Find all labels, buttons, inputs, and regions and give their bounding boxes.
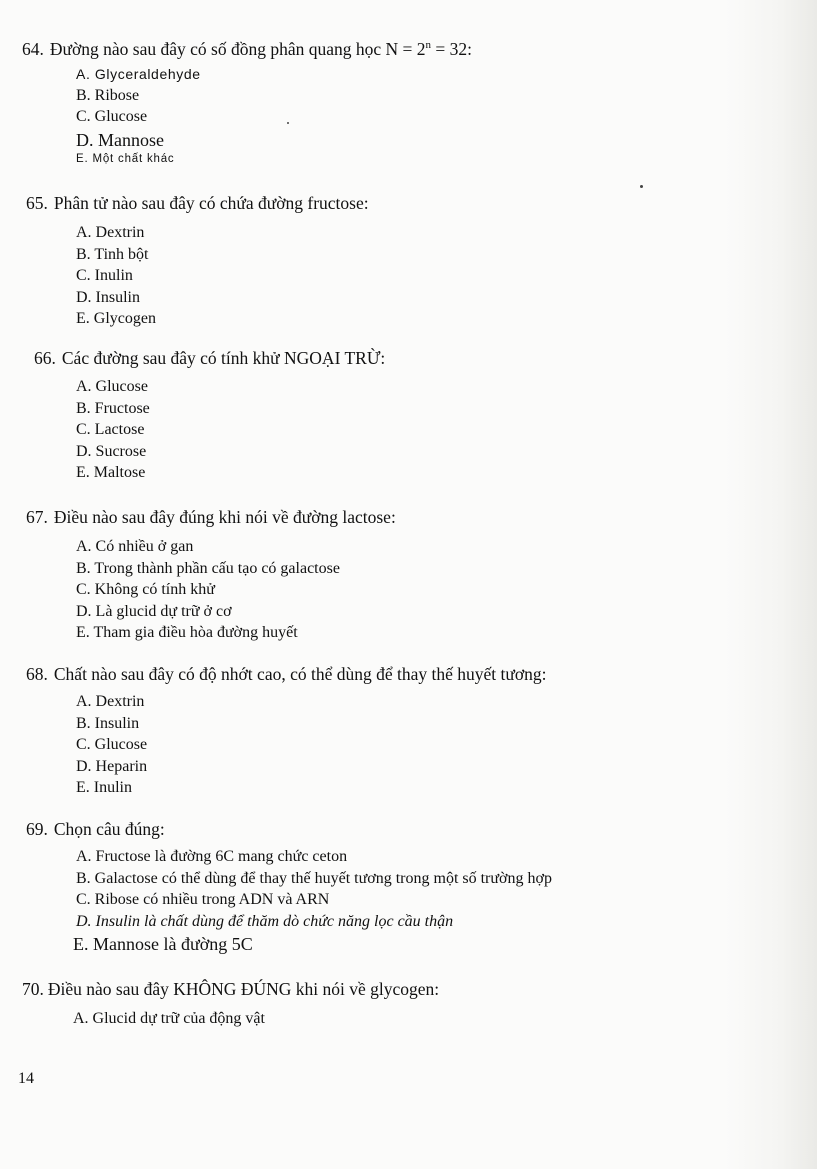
question-65 bbox=[26, 192, 369, 330]
option-c: C. Glucose bbox=[76, 736, 148, 753]
question-67-options bbox=[76, 536, 396, 644]
question-68-title bbox=[26, 663, 546, 685]
option-c: C. Lactose bbox=[76, 421, 145, 438]
question-number: 64. bbox=[22, 38, 44, 59]
option-e: E. Glycogen bbox=[76, 310, 156, 327]
question-67-title bbox=[26, 506, 396, 528]
question-number: 69. bbox=[26, 819, 48, 839]
option-a: A. Fructose là đường 6C mang chức ceton bbox=[76, 848, 348, 865]
scan-speck bbox=[287, 122, 289, 124]
question-67 bbox=[26, 506, 396, 644]
question-64-title bbox=[22, 34, 472, 60]
question-69-options bbox=[73, 846, 552, 956]
option-c: C. Glucose bbox=[76, 108, 148, 126]
option-c: C. Inulin bbox=[76, 267, 133, 284]
option-e: E. Một chất khác bbox=[76, 152, 175, 165]
question-text: Điều nào sau đây KHÔNG ĐÚNG khi nói về glycogen: bbox=[47, 979, 440, 999]
question-69 bbox=[26, 818, 552, 956]
option-a: A. Dextrin bbox=[76, 224, 145, 241]
option-b: B. Tinh bột bbox=[76, 245, 149, 263]
option-e: E. Inulin bbox=[76, 779, 132, 796]
option-b: B. Insulin bbox=[76, 714, 140, 732]
question-64 bbox=[22, 34, 472, 167]
option-a: A. Glucose bbox=[76, 378, 148, 395]
option-b: B. Galactose có thể dùng để thay thế huyết tương trong một số trường hợp bbox=[76, 869, 552, 887]
question-70-title bbox=[22, 978, 439, 1000]
question-70-options bbox=[73, 1008, 439, 1030]
question-66-options bbox=[76, 376, 385, 484]
option-d: D. Sucrose bbox=[76, 442, 147, 460]
question-number: 66. bbox=[34, 348, 56, 368]
question-64-options bbox=[76, 64, 472, 167]
option-d: D. Insulin bbox=[76, 288, 140, 306]
question-text: Đường nào sau đây có số đồng phân quang học N = 2 bbox=[49, 38, 426, 59]
option-b: B. Trong thành phần cấu tạo có galactose bbox=[76, 559, 340, 577]
question-70 bbox=[22, 978, 439, 1030]
option-b: B. Fructose bbox=[76, 399, 150, 417]
option-d: D. Là glucid dự trữ ở cơ bbox=[76, 602, 232, 620]
question-number: 67. bbox=[26, 507, 48, 527]
option-a: A. Có nhiều ở gan bbox=[76, 538, 194, 555]
question-text: Điều nào sau đây đúng khi nói về đường lactose: bbox=[53, 507, 396, 527]
option-c: C. Không có tính khử bbox=[76, 581, 215, 598]
question-number: 70. bbox=[22, 979, 44, 999]
question-text: Các đường sau đây có tính khử NGOẠI TRỪ: bbox=[61, 348, 386, 368]
page-number: 14 bbox=[18, 1070, 34, 1087]
option-d: D. Insulin là chất dùng để thăm dò chức năng lọc cầu thận bbox=[76, 912, 454, 930]
option-a: A. Glyceraldehyde bbox=[76, 65, 201, 82]
question-68 bbox=[26, 663, 546, 799]
question-66-title bbox=[34, 347, 385, 369]
question-text: Chất nào sau đây có độ nhớt cao, có thể dùng để thay thế huyết tương: bbox=[53, 664, 547, 684]
question-text: Phân tử nào sau đây có chứa đường fructose: bbox=[53, 193, 369, 213]
question-65-title bbox=[26, 192, 369, 214]
option-d: D. Mannose bbox=[76, 129, 164, 150]
question-69-title bbox=[26, 818, 552, 840]
question-text-tail: = 32: bbox=[431, 38, 472, 59]
option-d: D. Heparin bbox=[76, 757, 148, 775]
question-number: 68. bbox=[26, 664, 48, 684]
question-65-options bbox=[76, 222, 369, 330]
page-edge-shadow bbox=[725, 0, 817, 1169]
question-superscript: n bbox=[425, 39, 432, 51]
option-a: A. Glucid dự trữ của động vật bbox=[73, 1010, 265, 1027]
option-a: A. Dextrin bbox=[76, 693, 145, 710]
option-e: E. Mannose là đường 5C bbox=[73, 934, 253, 954]
question-text: Chọn câu đúng: bbox=[53, 819, 165, 839]
option-e: E. Maltose bbox=[76, 464, 146, 481]
option-c: C. Ribose có nhiều trong ADN và ARN bbox=[76, 891, 330, 908]
question-66 bbox=[34, 347, 385, 484]
scan-speck bbox=[640, 185, 643, 188]
option-b: B. Ribose bbox=[76, 86, 140, 104]
question-number: 65. bbox=[26, 193, 48, 213]
question-68-options bbox=[76, 691, 546, 799]
option-e: E. Tham gia điều hòa đường huyết bbox=[76, 624, 298, 641]
